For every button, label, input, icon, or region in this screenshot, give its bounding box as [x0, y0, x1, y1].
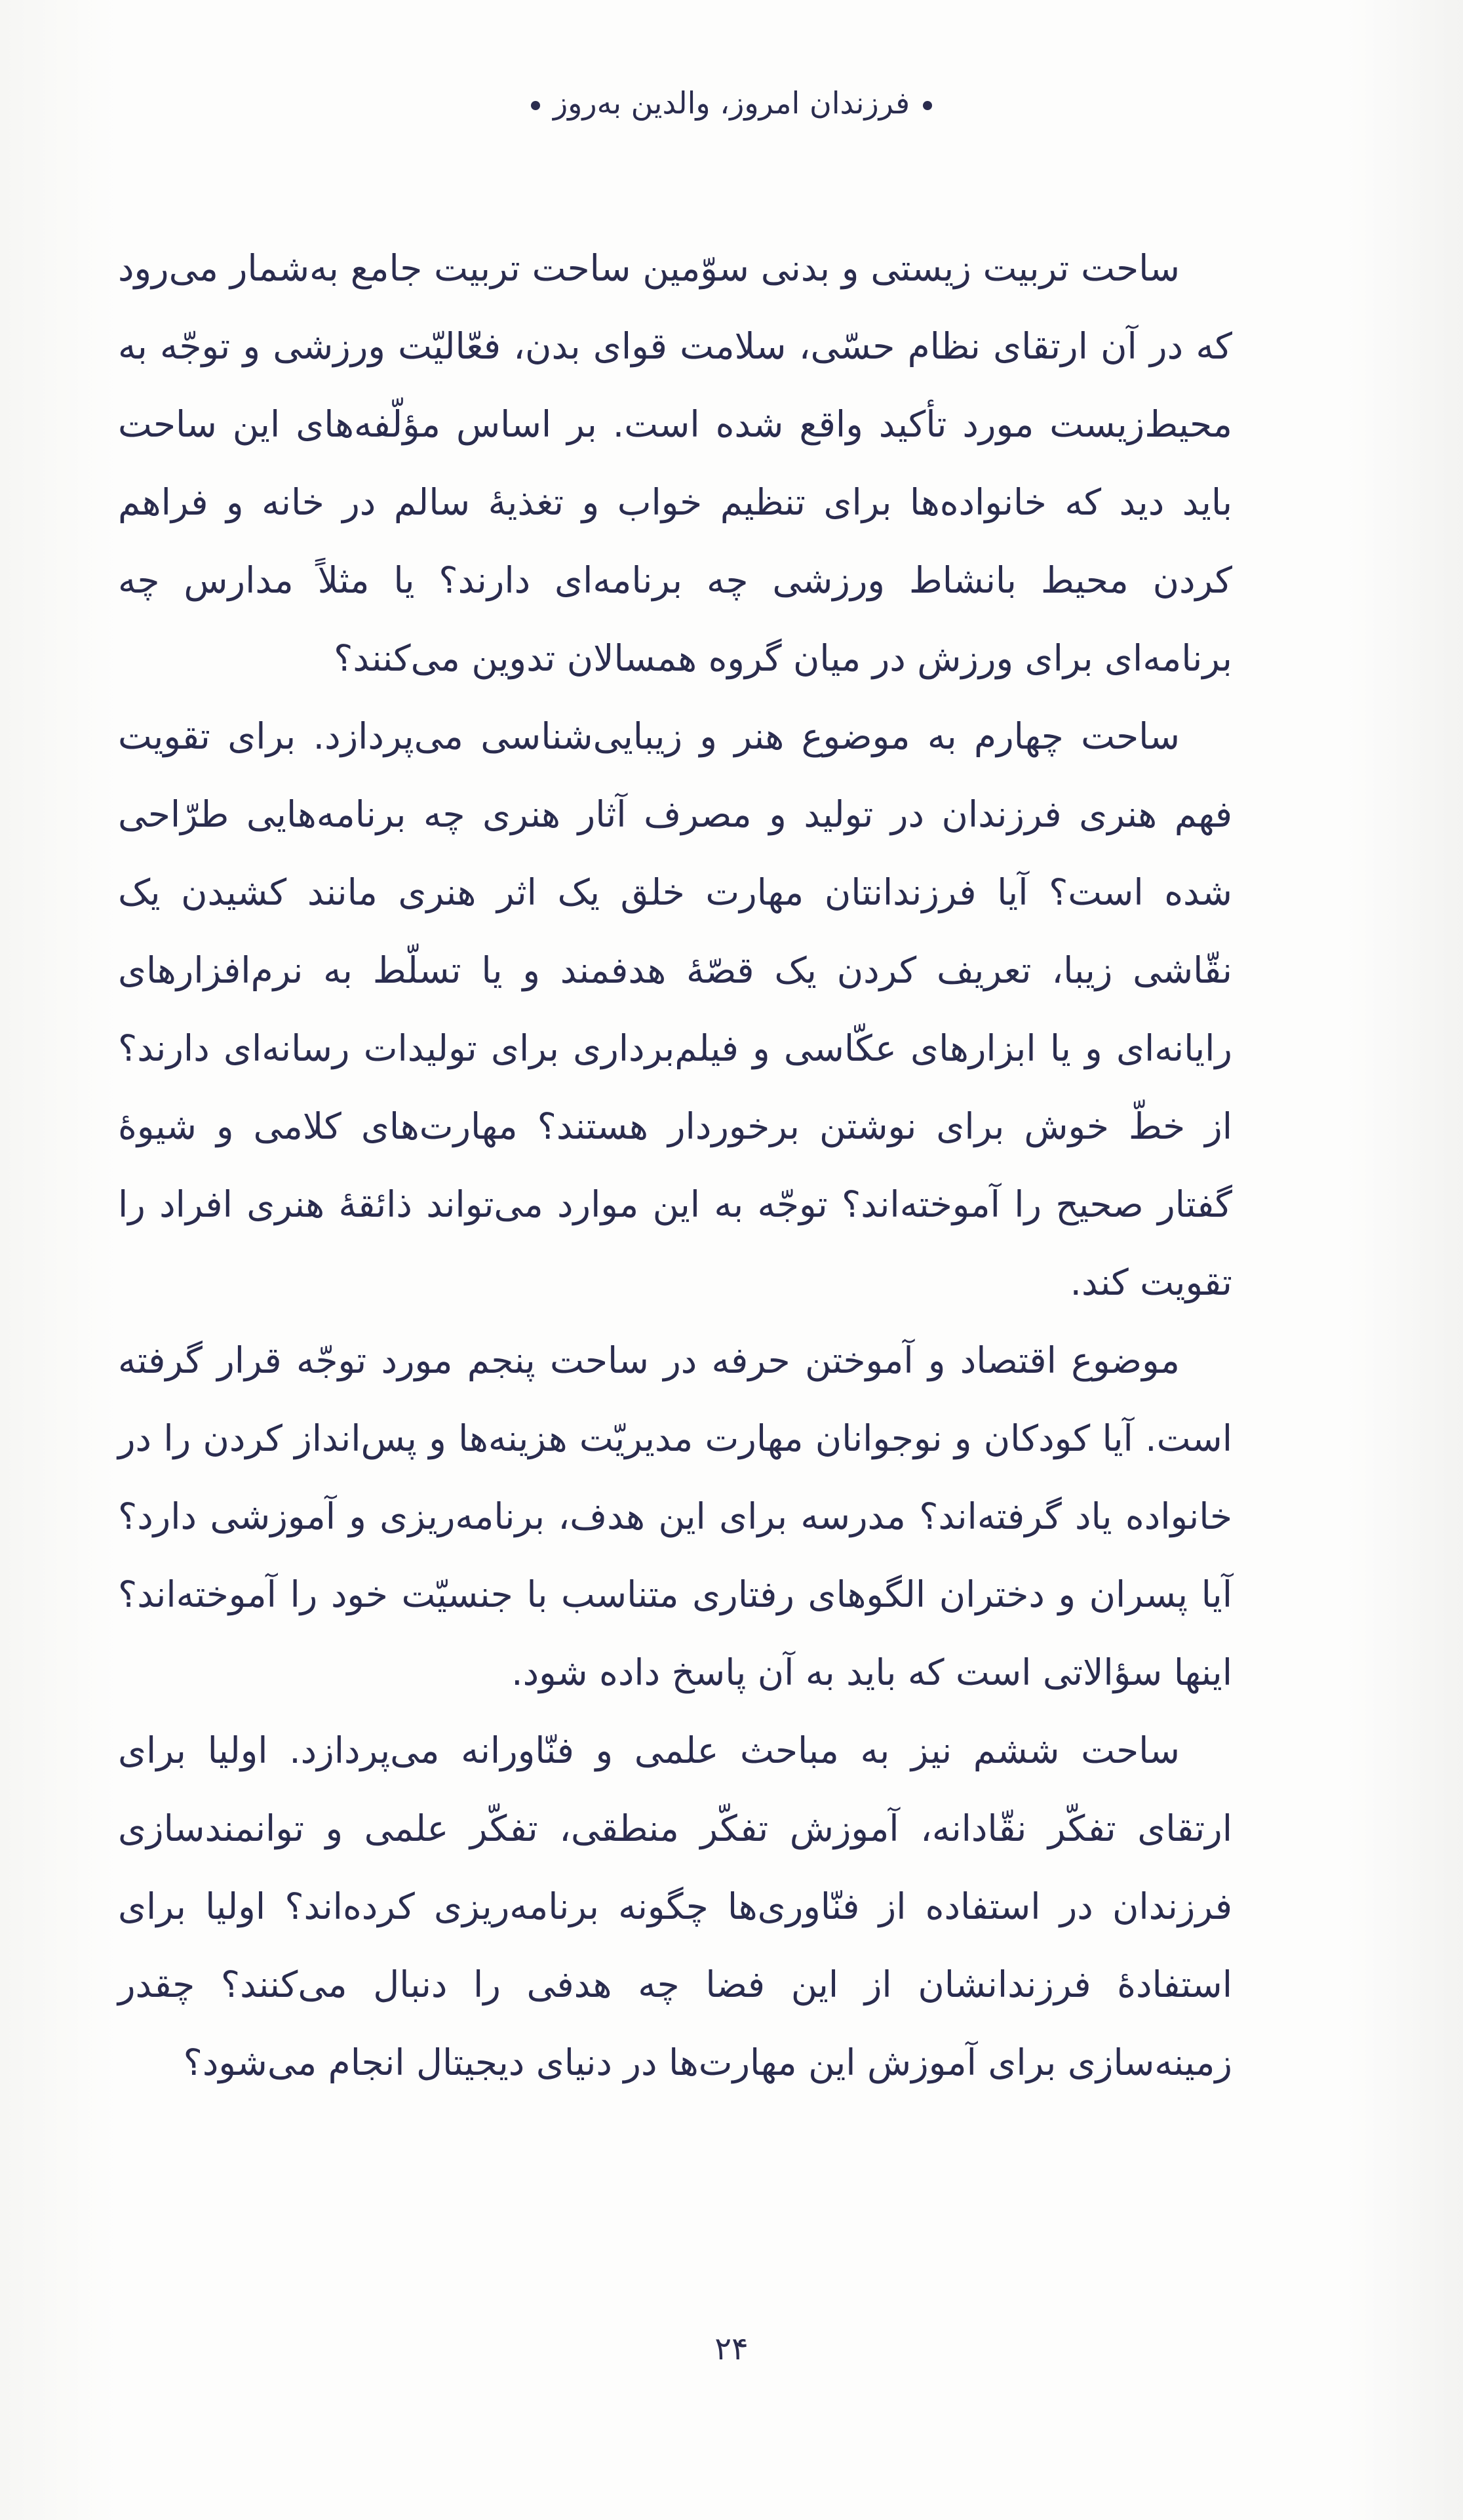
- running-header-title: فرزندان امروز، والدین به‌روز: [553, 85, 910, 121]
- body-text: [118, 229, 1232, 2102]
- page-number: ۲۴: [714, 2331, 749, 2367]
- running-header: [0, 85, 1463, 121]
- paragraph: ساحت چهارم به موضوع هنر و زیبایی‌شناسی می‌پردازد. برای تقویت فهم هنری فرزندان در تولید و مصرف آثار هنری چه برنامه‌هایی طرّاحی شده است؟ آیا فرزندانتان مهارت خلق یک اثر هنری مانند کشیدن یک نقّاشی زیبا، تعریف کردن یک قصّهٔ هدفمند و یا تسلّط به نرم‌افزارهای رایانه‌ای و یا ابزارهای عکّاسی و فیلم‌برداری برای تولیدات رسانه‌ای دارند؟ از خطّ خوش برای نوشتن برخوردار هستند؟ مهارت‌های کلامی و شیوهٔ گفتار صحیح را آموخته‌اند؟ توجّه به این موارد می‌تواند ذائقهٔ هنری افراد را تقویت کند.: [118, 715, 1232, 1303]
- header-bullet-right: [923, 101, 932, 110]
- paragraph: ساحت ششم نیز به مباحث علمی و فنّاورانه می‌پردازد. اولیا برای ارتقای تفکّر نقّادانه، آموزش تفکّر منطقی، تفکّر علمی و توانمندسازی فرزندان در استفاده از فنّاوری‌ها چگونه برنامه‌ریزی کرده‌اند؟ اولیا برای استفادهٔ فرزندانشان از این فضا چه هدفی را دنبال می‌کنند؟ چقدر زمینه‌سازی برای آموزش این مهارت‌ها در دنیای دیجیتال انجام می‌شود؟: [118, 1729, 1232, 2083]
- paragraph: موضوع اقتصاد و آموختن حرفه در ساحت پنجم مورد توجّه قرار گرفته است. آیا کودکان و نوجوانان مهارت مدیریّت هزینه‌ها و پس‌انداز کردن را در خانواده یاد گرفته‌اند؟ مدرسه برای این هدف، برنامه‌ریزی و آموزشی دارد؟ آیا پسران و دختران الگوهای رفتاری متناسب با جنسیّت خود را آموخته‌اند؟ اینها سؤالاتی است که باید به آن پاسخ داده شود.: [118, 1339, 1232, 1693]
- header-bullet-left: [531, 101, 540, 110]
- paragraph: ساحت تربیت زیستی و بدنی سوّمین ساحت تربیت جامع به‌شمار می‌رود که در آن ارتقای نظام حسّی، سلامت قوای بدن، فعّالیّت ورزشی و توجّه به محیط‌زیست مورد تأکید واقع شده است. بر اساس مؤلّفه‌های این ساحت باید دید که خانواده‌ها برای تنظیم خواب و تغذیهٔ سالم در خانه و فراهم کردن محیط بانشاط ورزشی چه برنامه‌ای دارند؟ یا مثلاً مدارس چه برنامه‌ای برای ورزش در میان گروه همسالان تدوین می‌کنند؟: [118, 247, 1232, 679]
